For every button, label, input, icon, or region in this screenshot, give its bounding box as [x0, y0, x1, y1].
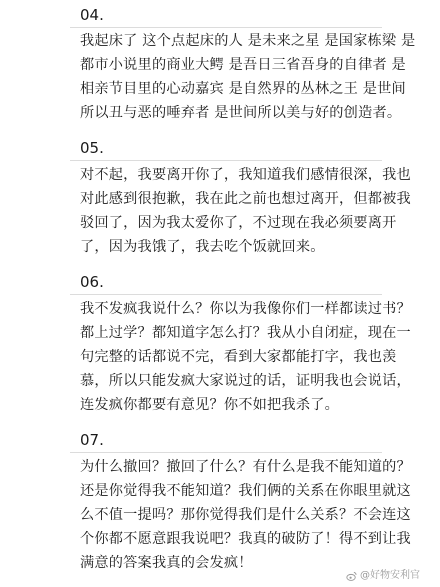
section-number: 05. — [80, 139, 104, 157]
text-line: 驳回了，因为我太爱你了，不过现在我必须要离开 — [80, 215, 397, 231]
text-line: 慕，所以只能发疯大家说过的话，证明我也会说话， — [80, 373, 411, 389]
text-line: 都上过学？都知道字怎么打？我从小自闭症，现在一 — [80, 325, 411, 341]
text-line: 连发疯你都要有意见？你不如把我杀了。 — [80, 397, 339, 413]
text-line: 都市小说里的商业大鳄 是吾日三省吾身的自律者 是 — [80, 57, 406, 73]
text-line: 对此感到很抱歉，我在此之前也想过离开，但都被我 — [80, 191, 411, 207]
section-number: 04. — [80, 6, 104, 24]
watermark — [346, 570, 420, 582]
text-line: 相亲节目里的心动嘉宾 是自然界的丛林之王 是世间 — [80, 81, 406, 97]
section-divider — [70, 452, 382, 453]
text-line: 我起床了 这个点起床的人 是未来之星 是国家栋梁 是 — [80, 33, 416, 49]
text-line: 了，因为我饿了，我去吃个饭就回来。 — [80, 239, 325, 255]
text-line: 满意的答案我真的会发疯！ — [80, 555, 253, 571]
watermark-text: @好物安利官 — [360, 570, 420, 581]
weibo-icon — [346, 571, 357, 582]
text-line: 还是你觉得我不能知道？我们俩的关系在你眼里就这 — [80, 483, 411, 499]
text-line: 所以丑与恶的唾弃者 是世间所以美与好的创造者。 — [80, 105, 402, 121]
text-line: 对不起，我要离开你了，我知道我们感情很深，我也 — [80, 167, 411, 183]
section-number: 07. — [80, 431, 104, 449]
section-divider — [70, 27, 382, 28]
section-divider — [70, 294, 382, 295]
text-line: 为什么撤回？撤回了什么？有什么是我不能知道的？ — [80, 459, 411, 475]
text-line: 句完整的话都说不完，看到大家都能打字，我也羡 — [80, 349, 397, 365]
section-divider — [70, 160, 382, 161]
text-line: 个你都不愿意跟我说吧？我真的破防了！得不到让我 — [80, 531, 411, 547]
text-line: 么不值一提吗？那你觉得我们是什么关系？不会连这 — [80, 507, 411, 523]
text-line: 我不发疯我说什么？你以为我像你们一样都读过书？ — [80, 301, 411, 317]
section-number: 06. — [80, 273, 104, 291]
